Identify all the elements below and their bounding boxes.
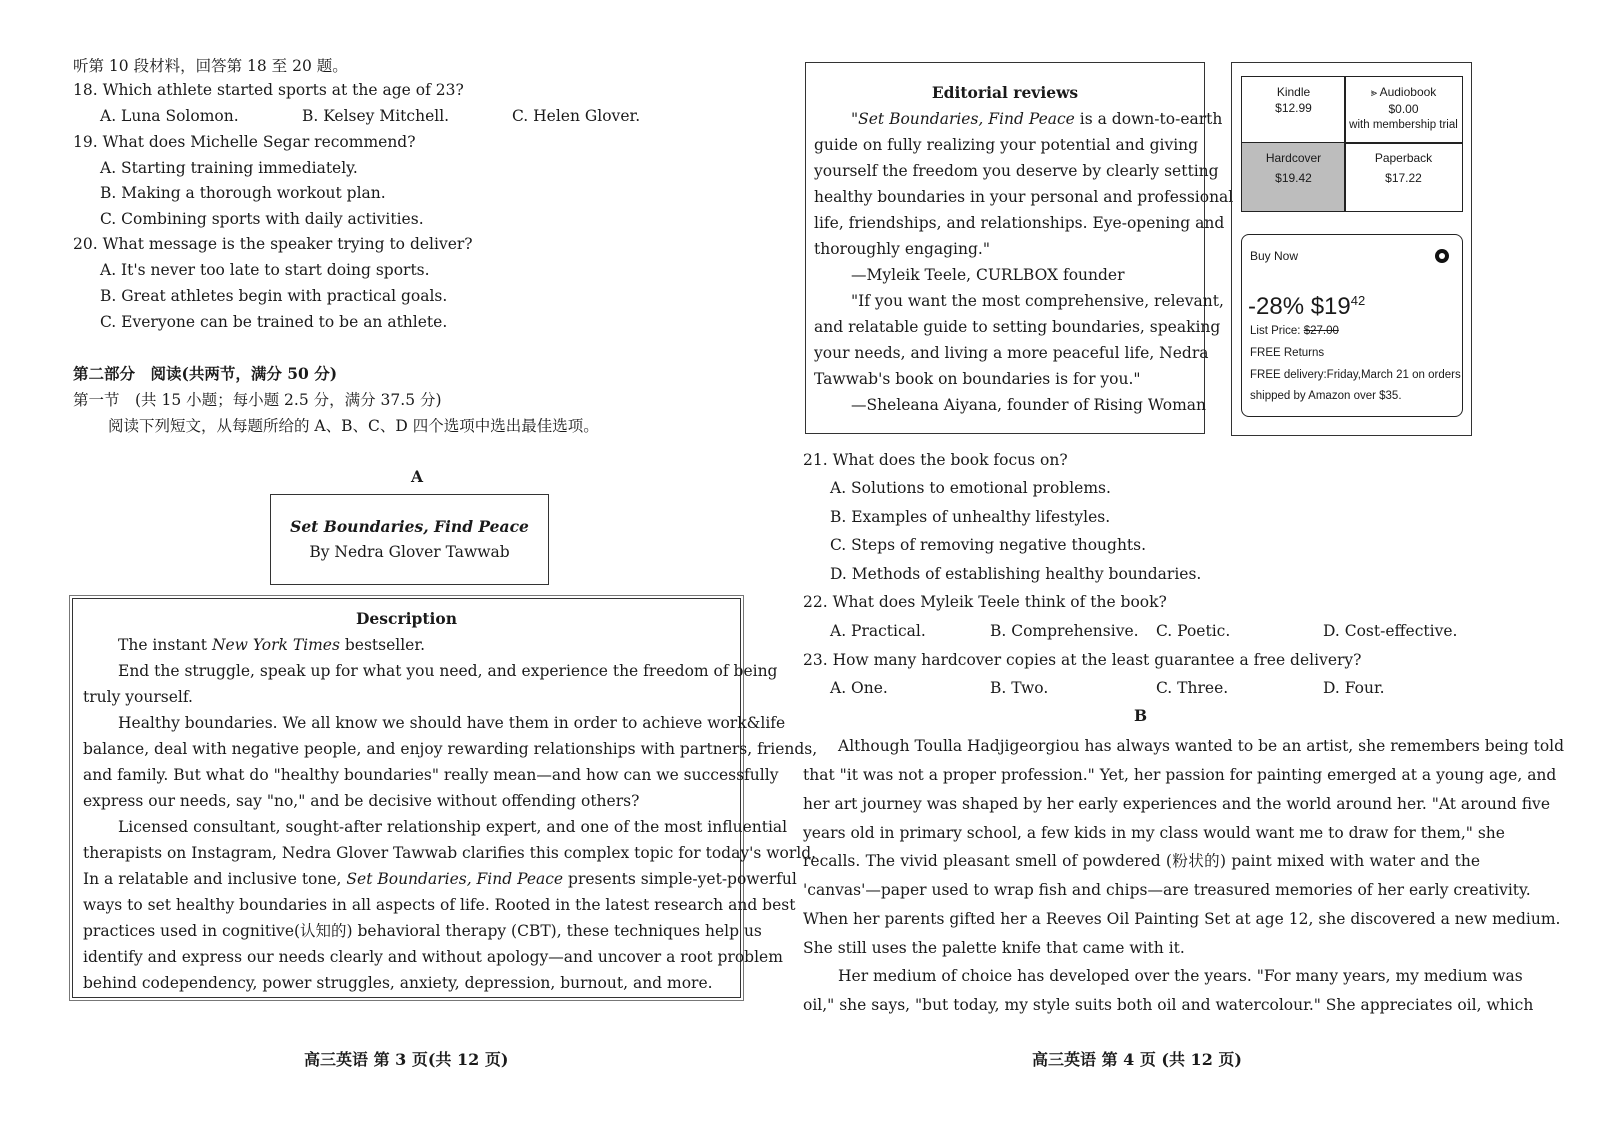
- option-20c: C. Everyone can be trained to be an athlete.: [100, 313, 448, 331]
- instructions: 阅读下列短文，从每题所给的 A、B、C、D 四个选项中选出最佳选项。: [108, 417, 599, 435]
- option-18b: B. Kelsey Mitchell.: [302, 107, 450, 125]
- passage-b-line: years old in primary school, a few kids in my class would want me to draw for them," she: [803, 824, 1505, 842]
- option-23d: D. Four.: [1323, 679, 1385, 697]
- question-19: 19. What does Michelle Segar recommend?: [73, 133, 416, 151]
- format-name: Paperback: [1374, 151, 1433, 165]
- description-text-line: truly yourself.: [83, 688, 193, 706]
- audible-icon: ⪢: [1370, 87, 1377, 99]
- format-kindle[interactable]: [1241, 76, 1346, 144]
- list-price: List Price: $27.00: [1250, 325, 1339, 337]
- section-heading: 第一节 (共 15 小题；每小题 2.5 分，满分 37.5 分): [73, 391, 442, 409]
- format-grid: [1241, 76, 1463, 212]
- price-line: [1248, 287, 1365, 321]
- editorial-text-line: and relatable guide to setting boundaries, speaking: [814, 318, 1221, 336]
- description-box: [72, 598, 818, 998]
- left-footer: 高三英语 第 3 页(共 12 页): [304, 1050, 509, 1069]
- format-name: ⪢ Audiobook: [1370, 85, 1437, 99]
- question-20: 20. What message is the speaker trying to deliver?: [73, 235, 473, 253]
- option-22c: C. Poetic.: [1156, 622, 1231, 640]
- description-text-line: In a relatable and inclusive tone, Set Boundaries, Find Peace presents simple-yet-powerful: [83, 870, 797, 888]
- option-19b: B. Making a thorough workout plan.: [100, 184, 386, 202]
- option-23c: C. Three.: [1156, 679, 1229, 697]
- option-21a: A. Solutions to emotional problems.: [830, 479, 1111, 497]
- option-23b: B. Two.: [990, 679, 1049, 697]
- format-note: with membership trial: [1349, 119, 1458, 131]
- passage-b-line: her art journey was shaped by her early experiences and the world around her. "At around five: [803, 795, 1550, 813]
- question-22: 22. What does Myleik Teele think of the book?: [803, 593, 1167, 611]
- passage-a-letter: A: [411, 467, 424, 486]
- format-paperback[interactable]: [1344, 142, 1463, 212]
- delivery-line-1: FREE delivery:Friday,March 21 on orders: [1250, 369, 1461, 381]
- passage-b-line: that "it was not a proper profession." Yet, her passion for painting emerged at a young age, and: [803, 766, 1557, 784]
- editorial-text-line: life, friendships, and relationships. Eye-opening and: [814, 214, 1225, 232]
- passage-b-line: Although Toulla Hadjigeorgiou has always wanted to be an artist, she remembers being told: [838, 737, 1565, 755]
- free-returns[interactable]: FREE Returns: [1250, 347, 1325, 359]
- editorial-text-line: Tawwab's book on boundaries is for you.": [814, 370, 1141, 388]
- price-dollars: $19: [1310, 293, 1351, 320]
- description-text-line: identify and express our needs clearly and without apology—and uncover a root problem: [83, 948, 783, 966]
- option-18c: C. Helen Glover.: [512, 107, 641, 125]
- format-price: $12.99: [1275, 101, 1312, 115]
- option-22b: B. Comprehensive.: [990, 622, 1139, 640]
- editorial-text-line: thoroughly engaging.": [814, 240, 990, 258]
- buy-box: [1241, 234, 1463, 417]
- format-price: $0.00: [1388, 102, 1419, 116]
- right-footer: 高三英语 第 4 页 (共 12 页): [1032, 1050, 1242, 1069]
- option-21d: D. Methods of establishing healthy boundaries.: [830, 565, 1202, 583]
- passage-b-line: 'canvas'—paper used to wrap fish and chips—are treasured memories of her early creativity.: [803, 881, 1531, 899]
- option-23a: A. One.: [830, 679, 888, 697]
- editorial-text-line: yourself the freedom you deserve by clearly setting: [814, 162, 1219, 180]
- option-21b: B. Examples of unhealthy lifestyles.: [830, 508, 1111, 526]
- passage-b-line: She still uses the palette knife that came with it.: [803, 939, 1185, 957]
- format-hardcover[interactable]: [1241, 142, 1346, 212]
- description-text-line: express our needs, say "no," and be decisive without offending others?: [83, 792, 640, 810]
- book-title-box: [270, 494, 549, 585]
- description-heading: Description: [355, 609, 457, 628]
- editorial-text-line: "Set Boundaries, Find Peace is a down-to-earth: [851, 110, 1223, 128]
- passage-b-line: oil," she says, "but today, my style suits both oil and watercolour." She appreciates oil, which: [803, 996, 1534, 1014]
- part-heading: 第二部分 阅读(共两节，满分 50 分): [73, 364, 338, 383]
- buy-now-label: Buy Now: [1250, 249, 1299, 263]
- option-18a: A. Luna Solomon.: [100, 107, 239, 125]
- editorial-heading: Editorial reviews: [931, 83, 1079, 102]
- option-22a: A. Practical.: [830, 622, 926, 640]
- format-audiobook[interactable]: [1344, 76, 1463, 144]
- editorial-text-line: guide on fully realizing your potential and giving: [814, 136, 1199, 154]
- editorial-text-line: healthy boundaries in your personal and professional: [814, 188, 1234, 206]
- format-price: $19.42: [1275, 171, 1312, 185]
- option-20a: A. It's never too late to start doing sports.: [100, 261, 430, 279]
- listening-heading: 听第 10 段材料，回答第 18 至 20 题。: [73, 57, 348, 75]
- passage-b-line: Her medium of choice has developed over the years. "For many years, my medium was: [838, 967, 1523, 985]
- editorial-text-line: "If you want the most comprehensive, relevant,: [851, 292, 1224, 310]
- editorial-text-line: your needs, and living a more peaceful life, Nedra: [814, 344, 1209, 362]
- delivery-line-2: shipped by Amazon over $35.: [1250, 390, 1402, 402]
- description-text-line: Licensed consultant, sought-after relationship expert, and one of the most influential: [118, 818, 788, 836]
- passage-b-letter: B: [1134, 706, 1148, 725]
- description-line-1: The instant New York Times bestseller.: [118, 636, 425, 654]
- option-19a: A. Starting training immediately.: [100, 159, 358, 177]
- description-text-line: ways to set healthy boundaries in all aspects of life. Rooted in the latest research and best: [83, 896, 796, 914]
- editorial-attribution-1: —Myleik Teele, CURLBOX founder: [851, 266, 1125, 284]
- option-20b: B. Great athletes begin with practical goals.: [100, 287, 448, 305]
- purchase-panel: [1231, 62, 1472, 436]
- editorial-attribution-2: —Sheleana Aiyana, founder of Rising Woman: [851, 396, 1206, 414]
- option-19c: C. Combining sports with daily activities.: [100, 210, 424, 228]
- format-price: $17.22: [1385, 171, 1422, 185]
- question-18: 18. Which athlete started sports at the age of 23?: [73, 81, 464, 99]
- description-text-line: and family. But what do "healthy boundaries" really mean—and how can we successfully: [83, 766, 779, 784]
- option-21c: C. Steps of removing negative thoughts.: [830, 536, 1147, 554]
- discount: -28%: [1248, 293, 1305, 320]
- description-text-line: Healthy boundaries. We all know we should have them in order to achieve work&life: [118, 714, 786, 732]
- description-text-line: balance, deal with negative people, and enjoy rewarding relationships with partners, friends,: [83, 740, 818, 758]
- question-21: 21. What does the book focus on?: [803, 451, 1068, 469]
- description-text-line: therapists on Instagram, Nedra Glover Tawwab clarifies this complex topic for today's world.: [83, 844, 817, 862]
- description-text-line: practices used in cognitive(认知的) behavioral therapy (CBT), these techniques help us: [83, 922, 762, 940]
- passage-b-line: When her parents gifted her a Reeves Oil Painting Set at age 12, she discovered a new medium.: [803, 910, 1561, 928]
- passage-b-line: recalls. The vivid pleasant smell of powdered (粉状的) paint mixed with water and the: [803, 852, 1480, 870]
- radio-button-icon[interactable]: [1435, 249, 1449, 263]
- price-cents: 42: [1350, 293, 1366, 308]
- format-name: Hardcover: [1265, 151, 1322, 165]
- format-name: Kindle: [1276, 85, 1311, 99]
- description-text-line: End the struggle, speak up for what you need, and experience the freedom of being: [118, 662, 778, 680]
- book-title: Set Boundaries, Find Peace: [290, 517, 529, 536]
- question-23: 23. How many hardcover copies at the least guarantee a free delivery?: [803, 651, 1362, 669]
- option-22d: D. Cost-effective.: [1323, 622, 1458, 640]
- editorial-box: [805, 62, 1234, 434]
- book-author: By Nedra Glover Tawwab: [309, 543, 510, 561]
- description-text-line: behind codependency, power struggles, anxiety, depression, burnout, and more.: [83, 974, 713, 992]
